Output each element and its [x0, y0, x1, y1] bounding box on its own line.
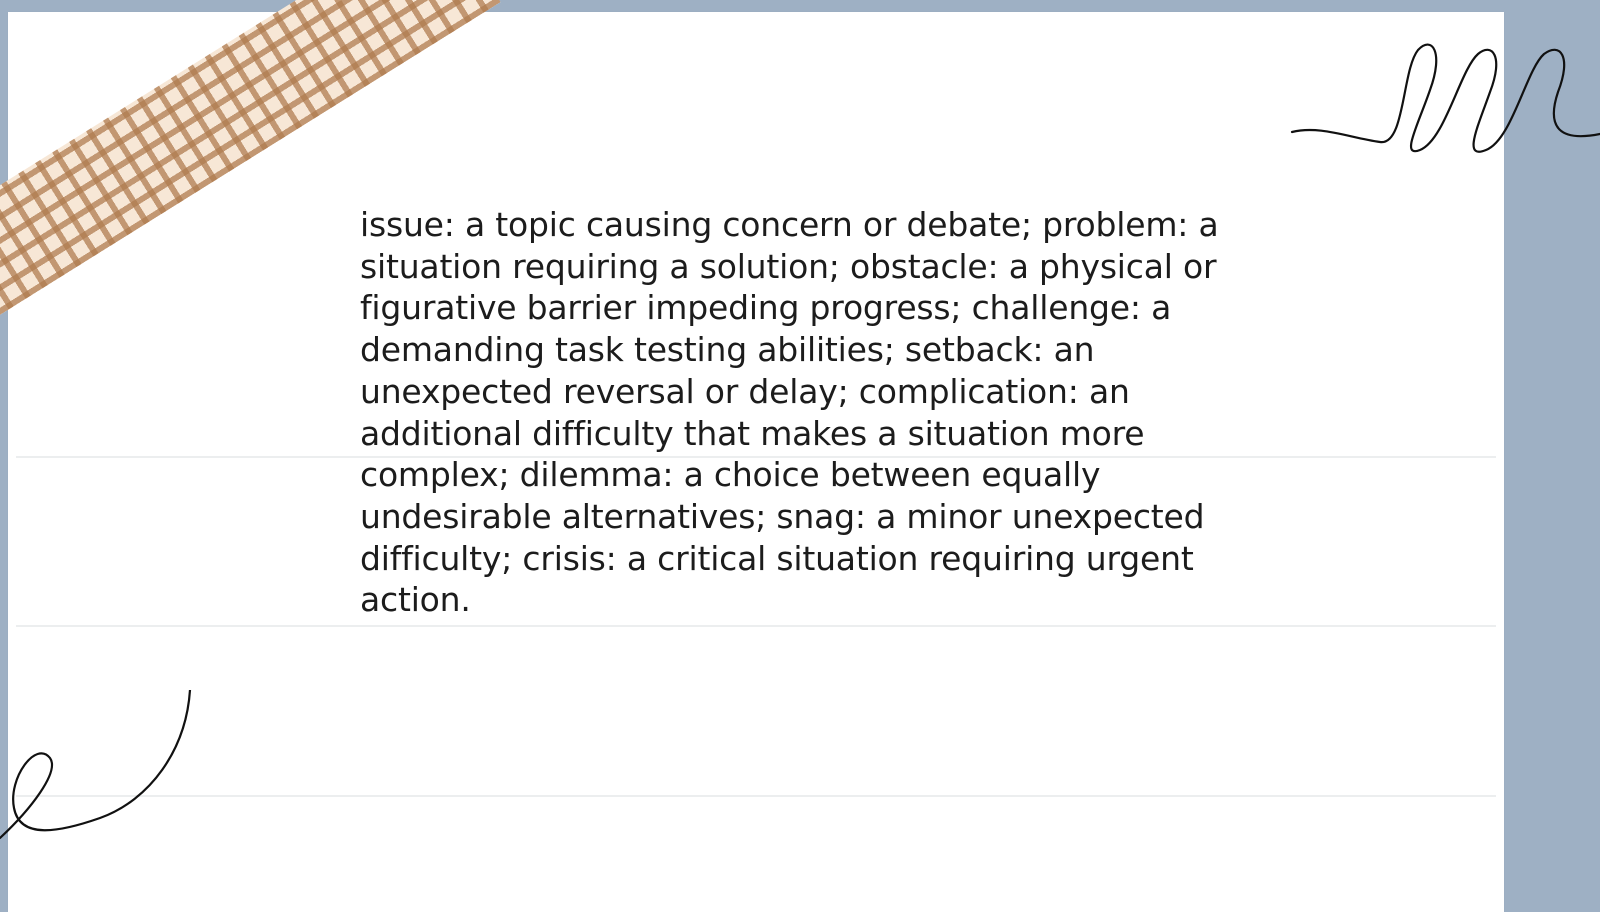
- loop-squiggle-icon: [1290, 30, 1600, 170]
- ruled-line: [16, 795, 1496, 797]
- definitions-text: issue: a topic causing concern or debate; problem: a situation requiring a solution; obstacle: a physical or figurative barrier impeding progress; challenge: a demanding task testing abilities; setback: an unexpected reversal or delay; complication: an additional difficulty that makes a situation more complex; dilemma: a choice between equally undesirable alternatives; snag: a minor unexpected difficulty; crisis: a critical situation requiring urgent action.: [360, 205, 1219, 620]
- background-top-strip: [0, 0, 1600, 12]
- swirl-squiggle-icon: [0, 690, 210, 850]
- ruled-line: [16, 625, 1496, 627]
